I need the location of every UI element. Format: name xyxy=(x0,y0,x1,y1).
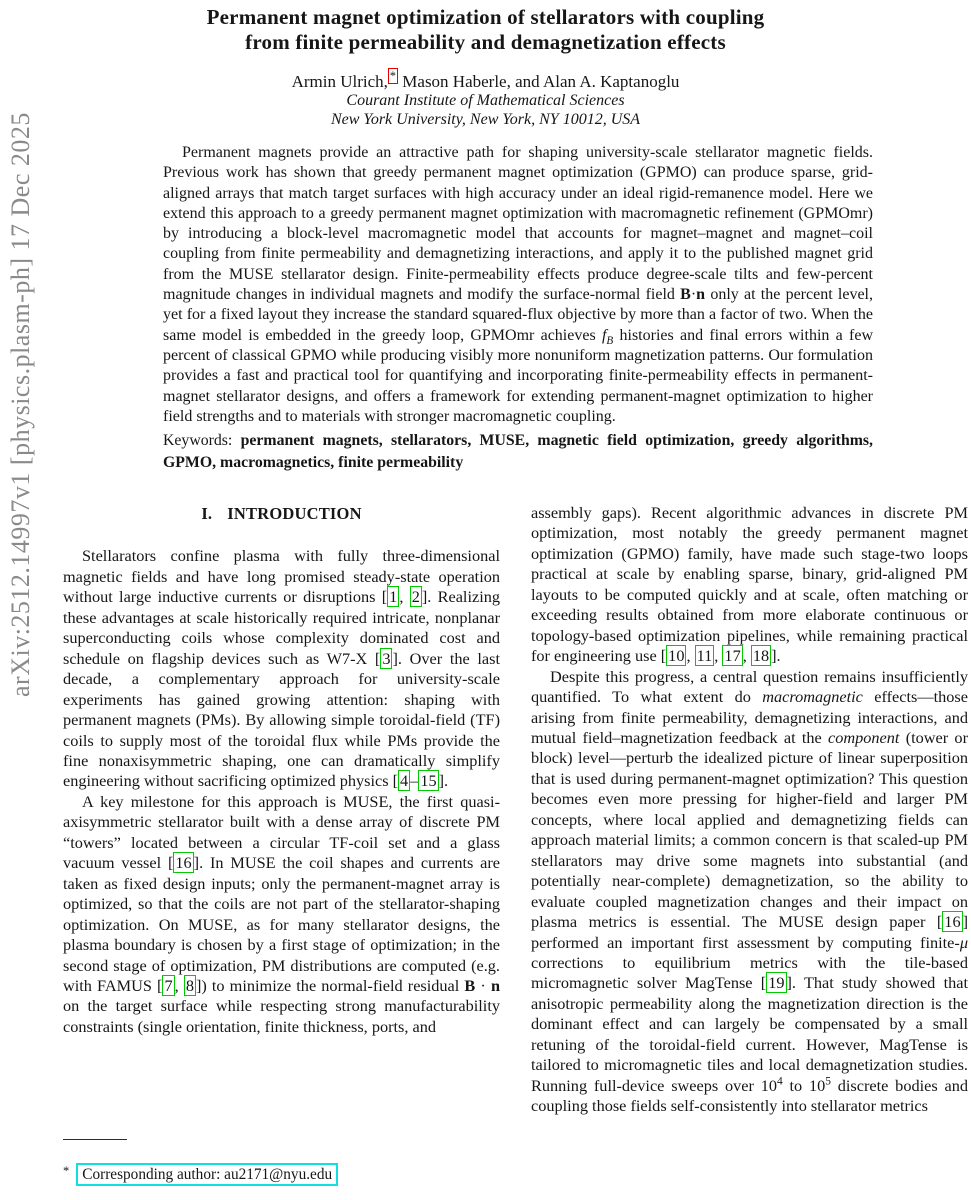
text-run: Armin Ulrich, xyxy=(291,72,388,91)
paragraph xyxy=(63,792,500,1037)
footnote-ref-link[interactable]: * xyxy=(389,69,397,84)
right-column xyxy=(531,503,968,1200)
text-run: , xyxy=(174,975,184,995)
text-run: Permanent magnets provide an attractive path for shaping university-scale stellarator magnetic fields. Previous work has shown that greedy permanent magnet optimization (GPMO) can produce sparse, grid-aligned arrays that match target surfaces with high accuracy under an ideal rigid-remanence model. Here we extend this approach to a greedy permanent magnet optimization with macromagnetic refinement (GPMOmr) by introducing a block-level macromagnetic model that accounts for magnet–magnet and magnet–coil coupling from finite permeability and demagnetizing interactions, and apply it to the published magnet grid from the MUSE stellarator design. Finite-permeability effects produce degree-scale tilts and few-percent magnitude changes in individual magnets and modify the surface-normal field xyxy=(163,144,873,304)
bold-text: n xyxy=(490,975,500,995)
text-run: Stellarators confine plasma with fully three-dimensional magnetic fields and have long promised steady-state operation without large inductive currents or disruptions [ xyxy=(63,546,500,607)
text-run: ]) to minimize the normal-field residual xyxy=(195,975,465,995)
bold-text: n xyxy=(696,286,706,304)
right-column-text xyxy=(531,503,968,1117)
text-run: histories and final errors within a few percent of classical GPMO while producing visibly more nonuniform magnetization patterns. Our formulation provides a fast and practical tool for quantifying and incorporating finite-permeability effects in permanent-magnet stellarator designs, and offers a framework for extending permanent-magnet optimization to higher field strengths and to materials with stronger macromagnetic coupling. xyxy=(163,326,874,425)
math-subscript: B xyxy=(606,334,614,347)
italic-text: macromagnetic xyxy=(762,687,863,707)
text-run: Mason Haberle, and Alan A. Kaptanoglu xyxy=(398,72,680,91)
paragraph xyxy=(531,667,968,1117)
text-run: discrete bodies and coupling those fields self-consistently into stellarator metrics xyxy=(531,1075,968,1116)
citation-link[interactable]: 11 xyxy=(696,646,713,666)
paper-title-line-2: from finite permeability and demagnetization effects xyxy=(245,30,726,54)
left-column-text xyxy=(63,546,500,1037)
section-title: INTRODUCTION xyxy=(227,504,362,523)
text-run: , xyxy=(686,646,695,666)
text-run: (tower or block) level—perturb the idealized picture of linear superposition that is used during permanent-magnet optimization? This question becomes even more pressing for higher-field and larger PM concepts, where local applied and demagnetizing fields can approach material limits; a common concern is that scaled-up PM stellarators may drive some magnets into substantial (and potentially near-complete) demagnetization, so the ability to evaluate coupled magnetization changes and their impact on plasma metrics is essential. The MUSE design paper [ xyxy=(531,727,968,932)
citation-link[interactable]: 16 xyxy=(944,912,961,932)
citation-link[interactable]: 7 xyxy=(164,975,173,995)
email-link[interactable]: Corresponding author: au2171@nyu.edu xyxy=(76,1163,338,1186)
text-run: Despite this progress, a central question remains insufficiently quantified. To what extent do xyxy=(531,666,968,707)
text-run: ]. Realizing these advantages at scale historically required intricate, nonplanar superconducting coils whose complexity dominated cost and schedule on flagship devices such as W7-X [ xyxy=(63,587,500,668)
citation-link[interactable]: 1 xyxy=(389,587,398,607)
text-run: on the target surface while respecting strong manufacturability constraints (single orientation, finite thickness, ports, and xyxy=(63,996,500,1036)
citation-link[interactable]: 8 xyxy=(185,975,194,995)
paper-header xyxy=(0,0,971,129)
text-run: effects—those arising from finite permeability, demagnetizing interactions, and mutual field–magnetization feedback at the xyxy=(531,687,968,747)
text-run: A key milestone for this approach is MUSE, the first quasi-axisymmetric stellarator built with a dense array of discrete PM “towers” located between a circular TF-coil set and a glass vacuum vessel [ xyxy=(63,791,500,873)
text-run: to 10 xyxy=(782,1075,826,1095)
footnote-text xyxy=(76,1163,338,1186)
citation-link[interactable]: 3 xyxy=(382,648,391,668)
citation-link[interactable]: 4 xyxy=(400,771,409,791)
keywords-text: permanent magnets, stellarators, MUSE, magnetic field optimization, greedy algorithms, GPMO, macromagnetics, finite permeability xyxy=(163,432,873,471)
affiliation-line-2: New York University, New York, NY 10012, USA xyxy=(330,110,641,128)
keywords-label: Keywords: xyxy=(163,432,241,449)
left-column xyxy=(63,503,500,1143)
text-run: assembly gaps). Recent algorithmic advances in discrete PM optimization, most notably the greedy permanent magnet optimization (GPMO) family, have made such stage-two loops practical at scale by enabling sparse, binary, grid-aligned PM layouts to be computed quickly and at scale, often matching or exceeding results obtained from more elaborate continuous or topology-based optimization pipelines, while remaining practical for engineering use [ xyxy=(531,503,968,666)
superscript: 5 xyxy=(825,1075,831,1088)
italic-text: f xyxy=(601,326,607,344)
footnote-marker: * xyxy=(63,1164,70,1178)
footnote-rule xyxy=(63,1139,127,1140)
citation-link[interactable]: 17 xyxy=(724,646,741,666)
authors-line xyxy=(0,69,971,92)
paper-title xyxy=(0,5,971,55)
bold-text: B xyxy=(680,286,691,304)
superscript: 4 xyxy=(777,1075,783,1088)
text-run: , xyxy=(399,587,410,607)
text-run: ]. xyxy=(438,771,449,791)
footnote-block xyxy=(63,1139,500,1184)
text-run: ]. In MUSE the coil shapes and currents are taken as fixed design inputs; only the permanent-magnet array is optimized, so that the coils are not part of the stellarator-shaping optimization. On MUSE, as for many stellarator designs, the plasma boundary is chosen by a first stage of optimization; in the second stage of optimization, PM distributions are computed (e.g. with FAMUS [ xyxy=(63,853,500,995)
section-number: I. xyxy=(201,504,213,523)
citation-link[interactable]: 2 xyxy=(411,587,420,607)
abstract-text xyxy=(163,143,873,427)
body-columns xyxy=(63,503,968,1200)
paragraph xyxy=(63,546,500,791)
text-run: ]. xyxy=(771,646,781,666)
section-heading-introduction xyxy=(63,504,500,524)
text-run: ]. That study showed that anisotropic permeability along the magnetization direction is the dominant effect and can largely be compensated by a small retuning of the toroidal-field current. However, MagTense is tailored to micromagnetic tiles and local demagnetization studies. Running full-device sweeps over 10 xyxy=(531,973,968,1095)
text-run: · xyxy=(690,286,697,304)
text-run: ] performed an important first assessment by computing finite- xyxy=(531,912,968,952)
text-run: – xyxy=(410,771,419,791)
arxiv-watermark: arXiv:2512.14997v1 [physics.plasm-ph] 17 Dec 2025 xyxy=(6,112,35,697)
text-run: corrections to equilibrium metrics with the tile-based micromagnetic solver MagTense [ xyxy=(531,952,968,993)
text-run: , xyxy=(714,646,723,666)
affiliation-line-1: Courant Institute of Mathematical Sciences xyxy=(346,92,625,109)
citation-link[interactable]: 18 xyxy=(752,646,770,666)
italic-text: μ xyxy=(959,932,968,952)
footnote-line xyxy=(63,1164,500,1184)
text-run: only at the percent level, yet for a fixed layout they increase the standard squared-flux objective by more than a factor of two. When the same model is embedded in the greedy loop, GPMOmr achieves xyxy=(163,286,873,344)
citation-link[interactable]: 16 xyxy=(175,853,192,873)
citation-link[interactable]: 15 xyxy=(420,771,437,791)
italic-text: component xyxy=(828,727,900,747)
paragraph xyxy=(531,503,968,667)
keywords-block xyxy=(163,430,873,474)
citation-link[interactable]: 19 xyxy=(768,973,785,993)
text-run: , xyxy=(742,646,751,666)
text-run: · xyxy=(475,975,491,995)
bold-text: B xyxy=(464,975,476,995)
paper-title-line-1: Permanent magnet optimization of stellarators with coupling xyxy=(206,5,765,29)
text-run: ]. Over the last decade, a complementary approach for university-scale experiments has gained growing attention: shaping with permanent magnets (PMs). By allowing simple toroidal-field (TF) coils to supply most of the toroidal flux while PMs provide the fine nonaxisymmetric shaping, one can dramatically simplify engineering without sacrificing optimized physics [ xyxy=(63,648,500,791)
citation-link[interactable]: 10 xyxy=(668,646,685,666)
